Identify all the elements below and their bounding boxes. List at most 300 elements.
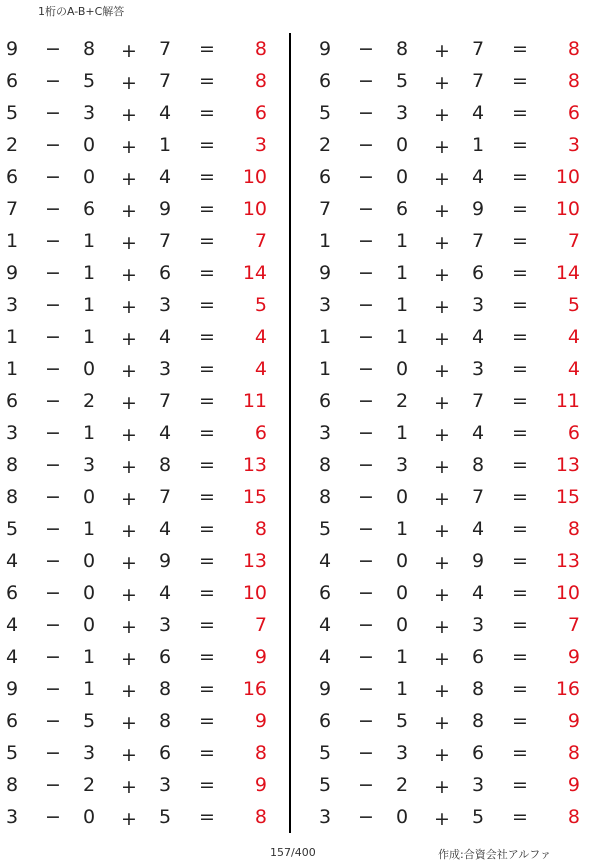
operand-b: 3 xyxy=(83,102,96,124)
answer: 13 xyxy=(555,454,580,476)
operand-b: 1 xyxy=(396,230,409,252)
problem-row xyxy=(313,257,600,289)
plus-sign: + xyxy=(434,136,450,158)
operand-b: 5 xyxy=(396,710,409,732)
problem-row xyxy=(313,97,600,129)
equals-sign: = xyxy=(199,326,215,348)
operand-b: 2 xyxy=(396,390,409,412)
answer: 10 xyxy=(242,198,267,220)
problem-row xyxy=(313,65,600,97)
operand-c: 3 xyxy=(472,358,485,380)
operand-c: 6 xyxy=(472,646,485,668)
equals-sign: = xyxy=(512,614,528,636)
answer: 14 xyxy=(242,262,267,284)
minus-sign: − xyxy=(45,390,61,412)
operand-b: 3 xyxy=(396,102,409,124)
operand-c: 4 xyxy=(159,166,172,188)
answer: 9 xyxy=(254,710,267,732)
operand-b: 0 xyxy=(83,550,96,572)
problem-row xyxy=(0,449,287,481)
operand-a: 7 xyxy=(6,198,19,220)
minus-sign: − xyxy=(358,198,374,220)
operand-b: 2 xyxy=(83,774,96,796)
minus-sign: − xyxy=(45,678,61,700)
operand-c: 8 xyxy=(472,710,485,732)
problem-row xyxy=(0,481,287,513)
minus-sign: − xyxy=(45,774,61,796)
equals-sign: = xyxy=(512,134,528,156)
plus-sign: + xyxy=(121,776,137,798)
operand-b: 1 xyxy=(396,422,409,444)
plus-sign: + xyxy=(121,488,137,510)
answer: 11 xyxy=(242,390,267,412)
problem-row xyxy=(0,577,287,609)
operand-c: 3 xyxy=(472,614,485,636)
operand-c: 9 xyxy=(159,198,172,220)
minus-sign: − xyxy=(45,134,61,156)
problem-row xyxy=(313,577,600,609)
plus-sign: + xyxy=(121,616,137,638)
answer: 7 xyxy=(254,614,267,636)
problem-row xyxy=(313,225,600,257)
answer: 6 xyxy=(254,102,267,124)
plus-sign: + xyxy=(121,680,137,702)
problem-row xyxy=(313,417,600,449)
operand-a: 8 xyxy=(319,454,332,476)
problem-row xyxy=(0,161,287,193)
operand-b: 1 xyxy=(83,646,96,668)
minus-sign: − xyxy=(358,486,374,508)
equals-sign: = xyxy=(512,358,528,380)
minus-sign: − xyxy=(45,646,61,668)
operand-b: 0 xyxy=(396,614,409,636)
plus-sign: + xyxy=(121,360,137,382)
plus-sign: + xyxy=(434,168,450,190)
equals-sign: = xyxy=(512,486,528,508)
minus-sign: − xyxy=(358,614,374,636)
minus-sign: − xyxy=(358,230,374,252)
equals-sign: = xyxy=(199,134,215,156)
operand-c: 7 xyxy=(159,390,172,412)
answer: 10 xyxy=(555,198,580,220)
problem-row xyxy=(313,545,600,577)
operand-b: 1 xyxy=(83,326,96,348)
equals-sign: = xyxy=(512,710,528,732)
minus-sign: − xyxy=(358,646,374,668)
equals-sign: = xyxy=(199,390,215,412)
equals-sign: = xyxy=(199,774,215,796)
operand-c: 8 xyxy=(159,678,172,700)
operand-c: 7 xyxy=(472,38,485,60)
operand-c: 5 xyxy=(159,806,172,828)
operand-b: 1 xyxy=(396,678,409,700)
problem-row xyxy=(313,33,600,65)
plus-sign: + xyxy=(121,328,137,350)
page-number: 157/400 xyxy=(270,846,316,859)
answer: 9 xyxy=(254,774,267,796)
answer: 6 xyxy=(254,422,267,444)
answer: 6 xyxy=(567,422,580,444)
problem-row xyxy=(0,609,287,641)
problem-row xyxy=(313,481,600,513)
operand-a: 6 xyxy=(319,70,332,92)
minus-sign: − xyxy=(45,198,61,220)
answer: 8 xyxy=(254,38,267,60)
minus-sign: − xyxy=(45,518,61,540)
operand-a: 9 xyxy=(6,38,19,60)
equals-sign: = xyxy=(199,294,215,316)
operand-a: 3 xyxy=(319,422,332,444)
problem-row xyxy=(313,385,600,417)
operand-a: 1 xyxy=(319,230,332,252)
equals-sign: = xyxy=(199,102,215,124)
problem-row xyxy=(313,353,600,385)
problem-row xyxy=(0,385,287,417)
plus-sign: + xyxy=(121,168,137,190)
operand-c: 4 xyxy=(159,582,172,604)
operand-b: 2 xyxy=(83,390,96,412)
problem-row xyxy=(0,193,287,225)
plus-sign: + xyxy=(121,232,137,254)
answer: 8 xyxy=(567,518,580,540)
problem-row xyxy=(0,65,287,97)
equals-sign: = xyxy=(199,486,215,508)
minus-sign: − xyxy=(358,582,374,604)
operand-a: 3 xyxy=(319,294,332,316)
equals-sign: = xyxy=(512,774,528,796)
operand-c: 5 xyxy=(472,806,485,828)
operand-a: 3 xyxy=(6,806,19,828)
problem-column-left xyxy=(0,33,287,833)
problem-row xyxy=(0,417,287,449)
plus-sign: + xyxy=(121,648,137,670)
operand-b: 0 xyxy=(396,806,409,828)
answer: 14 xyxy=(555,262,580,284)
minus-sign: − xyxy=(358,358,374,380)
plus-sign: + xyxy=(434,648,450,670)
operand-b: 0 xyxy=(396,358,409,380)
equals-sign: = xyxy=(199,518,215,540)
answer: 8 xyxy=(567,70,580,92)
operand-c: 9 xyxy=(159,550,172,572)
equals-sign: = xyxy=(512,550,528,572)
problem-row xyxy=(313,161,600,193)
operand-a: 5 xyxy=(6,742,19,764)
plus-sign: + xyxy=(434,488,450,510)
answer: 6 xyxy=(567,102,580,124)
operand-a: 6 xyxy=(319,390,332,412)
problem-row xyxy=(313,641,600,673)
operand-b: 1 xyxy=(83,262,96,284)
minus-sign: − xyxy=(45,806,61,828)
answer: 8 xyxy=(254,806,267,828)
minus-sign: − xyxy=(45,582,61,604)
operand-a: 4 xyxy=(319,646,332,668)
operand-b: 0 xyxy=(83,486,96,508)
plus-sign: + xyxy=(434,712,450,734)
minus-sign: − xyxy=(358,806,374,828)
equals-sign: = xyxy=(199,742,215,764)
equals-sign: = xyxy=(512,38,528,60)
operand-a: 3 xyxy=(6,422,19,444)
minus-sign: − xyxy=(45,614,61,636)
operand-c: 3 xyxy=(159,358,172,380)
plus-sign: + xyxy=(434,584,450,606)
operand-b: 1 xyxy=(396,294,409,316)
operand-b: 1 xyxy=(83,422,96,444)
problem-row xyxy=(313,289,600,321)
equals-sign: = xyxy=(512,742,528,764)
minus-sign: − xyxy=(45,38,61,60)
problem-row xyxy=(0,513,287,545)
plus-sign: + xyxy=(121,296,137,318)
operand-b: 5 xyxy=(396,70,409,92)
problem-row xyxy=(313,449,600,481)
plus-sign: + xyxy=(434,264,450,286)
operand-c: 6 xyxy=(472,262,485,284)
operand-b: 1 xyxy=(83,294,96,316)
answer: 9 xyxy=(567,710,580,732)
equals-sign: = xyxy=(199,166,215,188)
plus-sign: + xyxy=(121,520,137,542)
problem-row xyxy=(0,545,287,577)
operand-c: 6 xyxy=(159,742,172,764)
operand-b: 0 xyxy=(396,550,409,572)
problem-row xyxy=(0,289,287,321)
operand-c: 8 xyxy=(472,678,485,700)
answer: 16 xyxy=(555,678,580,700)
plus-sign: + xyxy=(434,200,450,222)
problem-row xyxy=(0,801,287,833)
operand-c: 3 xyxy=(472,294,485,316)
equals-sign: = xyxy=(199,262,215,284)
minus-sign: − xyxy=(358,294,374,316)
operand-c: 8 xyxy=(472,454,485,476)
equals-sign: = xyxy=(512,166,528,188)
equals-sign: = xyxy=(512,454,528,476)
answer: 5 xyxy=(567,294,580,316)
answer: 10 xyxy=(242,582,267,604)
plus-sign: + xyxy=(434,776,450,798)
operand-b: 0 xyxy=(396,134,409,156)
operand-a: 5 xyxy=(6,102,19,124)
answer: 8 xyxy=(567,742,580,764)
minus-sign: − xyxy=(358,38,374,60)
answer: 10 xyxy=(555,166,580,188)
plus-sign: + xyxy=(121,200,137,222)
problem-row xyxy=(0,737,287,769)
plus-sign: + xyxy=(434,680,450,702)
minus-sign: − xyxy=(358,70,374,92)
operand-b: 3 xyxy=(83,742,96,764)
operand-c: 4 xyxy=(472,102,485,124)
operand-a: 9 xyxy=(319,38,332,60)
plus-sign: + xyxy=(121,424,137,446)
operand-b: 0 xyxy=(83,614,96,636)
operand-a: 3 xyxy=(319,806,332,828)
operand-a: 2 xyxy=(319,134,332,156)
answer: 8 xyxy=(567,38,580,60)
operand-b: 1 xyxy=(396,646,409,668)
operand-b: 0 xyxy=(396,486,409,508)
operand-a: 8 xyxy=(6,486,19,508)
operand-c: 4 xyxy=(159,326,172,348)
answer: 9 xyxy=(254,646,267,668)
answer: 8 xyxy=(254,518,267,540)
answer: 13 xyxy=(555,550,580,572)
problem-row xyxy=(0,97,287,129)
minus-sign: − xyxy=(45,166,61,188)
plus-sign: + xyxy=(434,232,450,254)
operand-a: 5 xyxy=(319,518,332,540)
operand-c: 4 xyxy=(472,582,485,604)
answer: 9 xyxy=(567,646,580,668)
answer: 7 xyxy=(254,230,267,252)
answer: 7 xyxy=(567,230,580,252)
equals-sign: = xyxy=(512,582,528,604)
operand-a: 4 xyxy=(6,614,19,636)
operand-a: 6 xyxy=(319,166,332,188)
equals-sign: = xyxy=(199,614,215,636)
minus-sign: − xyxy=(45,422,61,444)
operand-a: 9 xyxy=(6,678,19,700)
plus-sign: + xyxy=(434,520,450,542)
operand-c: 3 xyxy=(159,614,172,636)
answer: 10 xyxy=(242,166,267,188)
operand-b: 5 xyxy=(83,70,96,92)
plus-sign: + xyxy=(434,424,450,446)
operand-a: 1 xyxy=(6,230,19,252)
operand-c: 3 xyxy=(159,774,172,796)
equals-sign: = xyxy=(199,646,215,668)
operand-b: 6 xyxy=(396,198,409,220)
operand-b: 2 xyxy=(396,774,409,796)
operand-a: 5 xyxy=(319,742,332,764)
problem-row xyxy=(313,609,600,641)
plus-sign: + xyxy=(121,136,137,158)
equals-sign: = xyxy=(512,678,528,700)
problem-row xyxy=(0,225,287,257)
equals-sign: = xyxy=(199,582,215,604)
operand-a: 6 xyxy=(6,582,19,604)
operand-c: 3 xyxy=(159,294,172,316)
operand-c: 4 xyxy=(159,518,172,540)
equals-sign: = xyxy=(199,678,215,700)
operand-c: 7 xyxy=(472,390,485,412)
plus-sign: + xyxy=(434,40,450,62)
answer: 11 xyxy=(555,390,580,412)
operand-a: 5 xyxy=(319,102,332,124)
operand-a: 1 xyxy=(319,358,332,380)
operand-a: 8 xyxy=(6,774,19,796)
minus-sign: − xyxy=(358,678,374,700)
answer: 4 xyxy=(254,326,267,348)
operand-b: 0 xyxy=(83,166,96,188)
operand-c: 3 xyxy=(472,774,485,796)
minus-sign: − xyxy=(45,262,61,284)
operand-c: 4 xyxy=(472,422,485,444)
operand-a: 4 xyxy=(319,550,332,572)
minus-sign: − xyxy=(358,262,374,284)
problem-row xyxy=(0,353,287,385)
minus-sign: − xyxy=(358,390,374,412)
operand-b: 0 xyxy=(396,582,409,604)
operand-a: 4 xyxy=(319,614,332,636)
minus-sign: − xyxy=(358,710,374,732)
operand-c: 7 xyxy=(472,486,485,508)
equals-sign: = xyxy=(512,390,528,412)
plus-sign: + xyxy=(121,584,137,606)
operand-a: 5 xyxy=(319,774,332,796)
equals-sign: = xyxy=(199,230,215,252)
operand-c: 4 xyxy=(472,166,485,188)
equals-sign: = xyxy=(512,70,528,92)
plus-sign: + xyxy=(434,552,450,574)
answer: 16 xyxy=(242,678,267,700)
operand-c: 6 xyxy=(472,742,485,764)
operand-a: 6 xyxy=(6,166,19,188)
operand-b: 1 xyxy=(396,518,409,540)
operand-b: 0 xyxy=(83,582,96,604)
equals-sign: = xyxy=(199,358,215,380)
problem-row xyxy=(0,33,287,65)
operand-b: 3 xyxy=(396,454,409,476)
operand-b: 1 xyxy=(83,678,96,700)
operand-b: 1 xyxy=(396,326,409,348)
problem-row xyxy=(313,321,600,353)
operand-b: 5 xyxy=(83,710,96,732)
problem-row xyxy=(0,673,287,705)
equals-sign: = xyxy=(512,326,528,348)
column-divider xyxy=(289,33,291,833)
minus-sign: − xyxy=(358,742,374,764)
operand-a: 2 xyxy=(6,134,19,156)
plus-sign: + xyxy=(434,392,450,414)
minus-sign: − xyxy=(358,518,374,540)
equals-sign: = xyxy=(512,230,528,252)
equals-sign: = xyxy=(199,422,215,444)
minus-sign: − xyxy=(45,486,61,508)
operand-b: 0 xyxy=(396,166,409,188)
problem-row xyxy=(313,193,600,225)
plus-sign: + xyxy=(121,392,137,414)
problem-row xyxy=(0,257,287,289)
operand-c: 7 xyxy=(472,230,485,252)
minus-sign: − xyxy=(358,422,374,444)
minus-sign: − xyxy=(358,550,374,572)
operand-c: 7 xyxy=(472,70,485,92)
problem-row xyxy=(0,129,287,161)
page-title: 1桁のA-B+C解答 xyxy=(38,5,125,18)
answer: 13 xyxy=(242,550,267,572)
equals-sign: = xyxy=(199,70,215,92)
operand-b: 1 xyxy=(396,262,409,284)
problem-row xyxy=(313,705,600,737)
answer: 4 xyxy=(254,358,267,380)
problem-row xyxy=(313,801,600,833)
minus-sign: − xyxy=(45,742,61,764)
equals-sign: = xyxy=(199,806,215,828)
operand-c: 4 xyxy=(472,326,485,348)
answer: 15 xyxy=(555,486,580,508)
problem-row xyxy=(0,641,287,673)
problem-row xyxy=(313,673,600,705)
answer: 3 xyxy=(567,134,580,156)
problem-column-right xyxy=(313,33,600,833)
plus-sign: + xyxy=(121,552,137,574)
operand-a: 6 xyxy=(319,710,332,732)
operand-a: 4 xyxy=(6,550,19,572)
